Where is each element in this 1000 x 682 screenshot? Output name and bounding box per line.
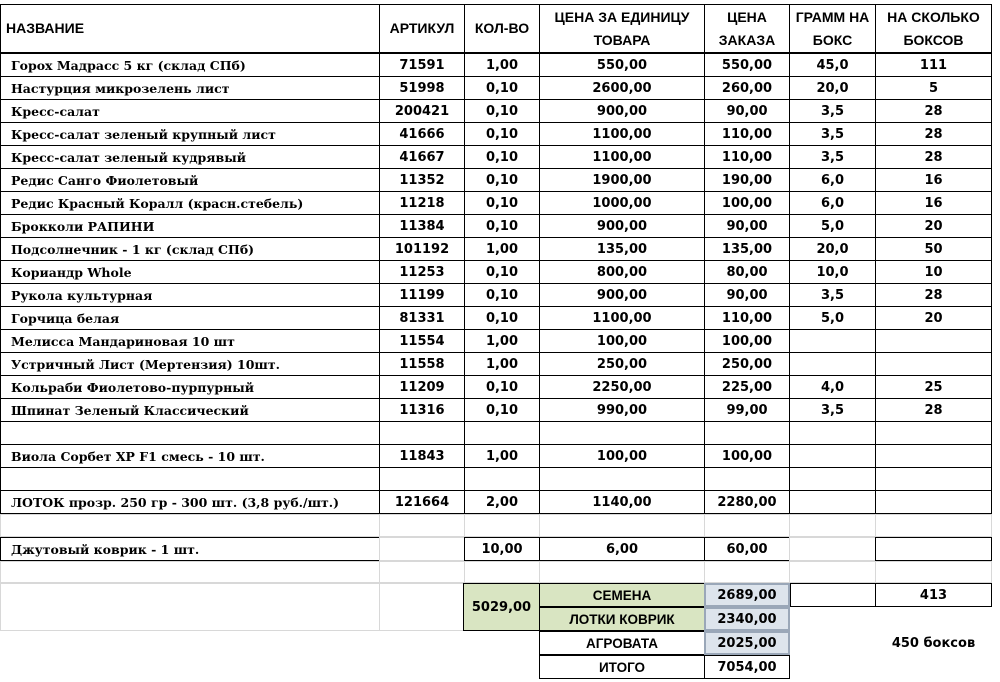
total-label-cell[interactable]: ИТОГО	[539, 655, 705, 679]
gap-cell-boxes[interactable]	[875, 514, 992, 537]
row-1-name-cell[interactable]: Настурция микрозелень лист	[0, 76, 380, 100]
row-5-unit-price-cell[interactable]: 1900,00	[539, 168, 705, 192]
row-3-boxes-cell[interactable]: 28	[875, 122, 992, 146]
row-19-name-cell[interactable]: ЛОТОК прозр. 250 гр - 300 шт. (3,8 руб./шт.)	[0, 490, 380, 514]
gap2-cell-grams[interactable]	[789, 561, 876, 583]
row-8-grams-cell[interactable]: 20,0	[789, 237, 876, 261]
row-0-qty-cell[interactable]: 1,00	[464, 53, 540, 77]
gap-cell-order-price[interactable]	[704, 514, 790, 537]
row-5-grams-cell[interactable]: 6,0	[789, 168, 876, 192]
row-6-name-cell[interactable]: Редис Красный Коралл (красн.стебель)	[0, 191, 380, 215]
row-18-unit-price-cell[interactable]	[539, 467, 705, 491]
row-4-order-price-cell[interactable]: 110,00	[704, 145, 790, 169]
row-0-order-price-cell[interactable]: 550,00	[704, 53, 790, 77]
row-17-qty-cell[interactable]: 1,00	[464, 444, 540, 468]
row-5-sku-cell[interactable]: 11352	[379, 168, 465, 192]
header-boxes[interactable]: НА СКОЛЬКО БОКСОВ	[875, 4, 992, 53]
row-0-sku-cell[interactable]: 71591	[379, 53, 465, 77]
row-9-name-cell[interactable]: Кориандр Whole	[0, 260, 380, 284]
row-1-order-price-cell[interactable]: 260,00	[704, 76, 790, 100]
row-8-qty-cell[interactable]: 1,00	[464, 237, 540, 261]
row-10-order-price-cell[interactable]: 90,00	[704, 283, 790, 307]
row-2-boxes-cell[interactable]: 28	[875, 99, 992, 123]
row-3-unit-price-cell[interactable]: 1100,00	[539, 122, 705, 146]
row-6-sku-cell[interactable]: 11218	[379, 191, 465, 215]
row-10-boxes-cell[interactable]: 28	[875, 283, 992, 307]
row-7-qty-cell[interactable]: 0,10	[464, 214, 540, 238]
seeds-label-cell[interactable]: СЕМЕНА	[539, 583, 705, 607]
agro-label-cell[interactable]: АГРОВАТА	[539, 631, 705, 655]
row-2-sku-cell[interactable]: 200421	[379, 99, 465, 123]
row-2-qty-cell[interactable]: 0,10	[464, 99, 540, 123]
trays-value-cell[interactable]: 2340,00	[704, 607, 790, 631]
row-7-sku-cell[interactable]: 11384	[379, 214, 465, 238]
gap-cell-name[interactable]	[0, 514, 380, 537]
row-5-name-cell[interactable]: Редис Санго Фиолетовый	[0, 168, 380, 192]
row-10-qty-cell[interactable]: 0,10	[464, 283, 540, 307]
row-19-boxes-cell[interactable]	[875, 490, 992, 514]
row-17-name-cell[interactable]: Виола Сорбет XP F1 смесь - 10 шт.	[0, 444, 380, 468]
row-1-unit-price-cell[interactable]: 2600,00	[539, 76, 705, 100]
row-7-grams-cell[interactable]: 5,0	[789, 214, 876, 238]
row-18-grams-cell[interactable]	[789, 467, 876, 491]
row-18-qty-cell[interactable]	[464, 467, 540, 491]
row-12-sku-cell[interactable]: 11554	[379, 329, 465, 353]
row-1-boxes-cell[interactable]: 5	[875, 76, 992, 100]
boxes-note-cell[interactable]: 450 боксов	[891, 635, 976, 651]
row-16-order-price-cell[interactable]	[704, 421, 790, 445]
row-6-order-price-cell[interactable]: 100,00	[704, 191, 790, 215]
total-value-cell[interactable]: 7054,00	[704, 655, 790, 679]
row-9-grams-cell[interactable]: 10,0	[789, 260, 876, 284]
row-14-boxes-cell[interactable]: 25	[875, 375, 992, 399]
row-1-grams-cell[interactable]: 20,0	[789, 76, 876, 100]
row-19-unit-price-cell[interactable]: 1140,00	[539, 490, 705, 514]
row-15-unit-price-cell[interactable]: 990,00	[539, 398, 705, 422]
row-13-name-cell[interactable]: Устричный Лист (Мертензия) 10шт.	[0, 352, 380, 376]
row-19-qty-cell[interactable]: 2,00	[464, 490, 540, 514]
header-qty[interactable]: КОЛ-ВО	[464, 4, 540, 53]
row-11-name-cell[interactable]: Горчица белая	[0, 306, 380, 330]
row-14-order-price-cell[interactable]: 225,00	[704, 375, 790, 399]
row-13-order-price-cell[interactable]: 250,00	[704, 352, 790, 376]
row-14-name-cell[interactable]: Кольраби Фиолетово-пурпурный	[0, 375, 380, 399]
row-2-grams-cell[interactable]: 3,5	[789, 99, 876, 123]
jute-boxes-cell[interactable]	[875, 537, 992, 561]
row-18-sku-cell[interactable]	[379, 467, 465, 491]
row-12-grams-cell[interactable]	[789, 329, 876, 353]
row-10-grams-cell[interactable]: 3,5	[789, 283, 876, 307]
header-name[interactable]: НАЗВАНИЕ	[0, 4, 380, 53]
row-16-qty-cell[interactable]	[464, 421, 540, 445]
row-15-sku-cell[interactable]: 11316	[379, 398, 465, 422]
row-15-boxes-cell[interactable]: 28	[875, 398, 992, 422]
row-5-boxes-cell[interactable]: 16	[875, 168, 992, 192]
jute-qty-cell[interactable]: 10,00	[464, 537, 540, 561]
gap-cell-grams[interactable]	[789, 514, 876, 537]
row-8-order-price-cell[interactable]: 135,00	[704, 237, 790, 261]
row-3-name-cell[interactable]: Кресс-салат зеленый крупный лист	[0, 122, 380, 146]
row-4-qty-cell[interactable]: 0,10	[464, 145, 540, 169]
row-11-qty-cell[interactable]: 0,10	[464, 306, 540, 330]
row-13-boxes-cell[interactable]	[875, 352, 992, 376]
row-12-order-price-cell[interactable]: 100,00	[704, 329, 790, 353]
row-14-grams-cell[interactable]: 4,0	[789, 375, 876, 399]
row-13-unit-price-cell[interactable]: 250,00	[539, 352, 705, 376]
row-12-name-cell[interactable]: Мелисса Мандариновая 10 шт	[0, 329, 380, 353]
row-12-unit-price-cell[interactable]: 100,00	[539, 329, 705, 353]
row-16-unit-price-cell[interactable]	[539, 421, 705, 445]
row-0-boxes-cell[interactable]: 111	[875, 53, 992, 77]
row-6-unit-price-cell[interactable]: 1000,00	[539, 191, 705, 215]
row-14-qty-cell[interactable]: 0,10	[464, 375, 540, 399]
row-2-order-price-cell[interactable]: 90,00	[704, 99, 790, 123]
agro-value-cell[interactable]: 2025,00	[704, 631, 790, 655]
row-17-order-price-cell[interactable]: 100,00	[704, 444, 790, 468]
row-12-qty-cell[interactable]: 1,00	[464, 329, 540, 353]
header-grams-per-box[interactable]: ГРАММ НА БОКС	[789, 4, 876, 53]
row-9-qty-cell[interactable]: 0,10	[464, 260, 540, 284]
row-4-boxes-cell[interactable]: 28	[875, 145, 992, 169]
row-9-boxes-cell[interactable]: 10	[875, 260, 992, 284]
row-17-grams-cell[interactable]	[789, 444, 876, 468]
gap2-cell-unit-price[interactable]	[539, 561, 705, 583]
gap2-cell-qty[interactable]	[464, 561, 540, 583]
jute-unit-price-cell[interactable]: 6,00	[539, 537, 705, 561]
row-15-grams-cell[interactable]: 3,5	[789, 398, 876, 422]
gap2-cell-order-price[interactable]	[704, 561, 790, 583]
row-16-grams-cell[interactable]	[789, 421, 876, 445]
row-4-grams-cell[interactable]: 3,5	[789, 145, 876, 169]
row-17-sku-cell[interactable]: 11843	[379, 444, 465, 468]
row-0-unit-price-cell[interactable]: 550,00	[539, 53, 705, 77]
row-13-sku-cell[interactable]: 11558	[379, 352, 465, 376]
summary-grams-blank[interactable]	[790, 583, 876, 607]
row-11-boxes-cell[interactable]: 20	[875, 306, 992, 330]
row-12-boxes-cell[interactable]	[875, 329, 992, 353]
gap2-cell-sku[interactable]	[379, 561, 465, 583]
header-unit-price[interactable]: ЦЕНА ЗА ЕДИНИЦУ ТОВАРА	[539, 4, 705, 53]
row-2-name-cell[interactable]: Кресс-салат	[0, 99, 380, 123]
row-18-name-cell[interactable]	[0, 467, 380, 491]
row-0-grams-cell[interactable]: 45,0	[789, 53, 876, 77]
row-8-boxes-cell[interactable]: 50	[875, 237, 992, 261]
row-8-unit-price-cell[interactable]: 135,00	[539, 237, 705, 261]
header-sku[interactable]: АРТИКУЛ	[379, 4, 465, 53]
seeds-value-cell[interactable]: 2689,00	[704, 583, 790, 607]
row-1-qty-cell[interactable]: 0,10	[464, 76, 540, 100]
summary-blank-left[interactable]	[0, 583, 380, 631]
row-3-order-price-cell[interactable]: 110,00	[704, 122, 790, 146]
row-4-name-cell[interactable]: Кресс-салат зеленый кудрявый	[0, 145, 380, 169]
row-3-qty-cell[interactable]: 0,10	[464, 122, 540, 146]
row-2-unit-price-cell[interactable]: 900,00	[539, 99, 705, 123]
jute-order-price-cell[interactable]: 60,00	[704, 537, 790, 561]
row-1-sku-cell[interactable]: 51998	[379, 76, 465, 100]
header-order-price[interactable]: ЦЕНА ЗАКАЗА	[704, 4, 790, 53]
row-10-unit-price-cell[interactable]: 900,00	[539, 283, 705, 307]
row-11-unit-price-cell[interactable]: 1100,00	[539, 306, 705, 330]
row-13-grams-cell[interactable]	[789, 352, 876, 376]
row-16-name-cell[interactable]	[0, 421, 380, 445]
row-19-grams-cell[interactable]	[789, 490, 876, 514]
row-8-name-cell[interactable]: Подсолнечник - 1 кг (склад СПб)	[0, 237, 380, 261]
row-5-qty-cell[interactable]: 0,10	[464, 168, 540, 192]
row-9-sku-cell[interactable]: 11253	[379, 260, 465, 284]
row-9-unit-price-cell[interactable]: 800,00	[539, 260, 705, 284]
summary-blank-sku[interactable]	[379, 583, 465, 631]
row-13-qty-cell[interactable]: 1,00	[464, 352, 540, 376]
row-4-unit-price-cell[interactable]: 1100,00	[539, 145, 705, 169]
row-7-name-cell[interactable]: Брокколи РАПИНИ	[0, 214, 380, 238]
subtotal-cell[interactable]: 5029,00	[463, 583, 540, 631]
row-15-qty-cell[interactable]: 0,10	[464, 398, 540, 422]
row-15-order-price-cell[interactable]: 99,00	[704, 398, 790, 422]
row-19-order-price-cell[interactable]: 2280,00	[704, 490, 790, 514]
jute-grams-cell[interactable]	[789, 537, 876, 561]
row-18-boxes-cell[interactable]	[875, 467, 992, 491]
row-0-name-cell[interactable]: Горох Мадрасс 5 кг (склад СПб)	[0, 53, 380, 77]
row-3-sku-cell[interactable]: 41666	[379, 122, 465, 146]
row-7-boxes-cell[interactable]: 20	[875, 214, 992, 238]
row-18-order-price-cell[interactable]	[704, 467, 790, 491]
row-7-order-price-cell[interactable]: 90,00	[704, 214, 790, 238]
row-6-qty-cell[interactable]: 0,10	[464, 191, 540, 215]
row-11-order-price-cell[interactable]: 110,00	[704, 306, 790, 330]
row-5-order-price-cell[interactable]: 190,00	[704, 168, 790, 192]
gap2-cell-name[interactable]	[0, 561, 380, 583]
row-15-name-cell[interactable]: Шпинат Зеленый Классический	[0, 398, 380, 422]
gap-cell-qty[interactable]	[464, 514, 540, 537]
row-9-order-price-cell[interactable]: 80,00	[704, 260, 790, 284]
row-19-sku-cell[interactable]: 121664	[379, 490, 465, 514]
row-17-boxes-cell[interactable]	[875, 444, 992, 468]
row-7-unit-price-cell[interactable]: 900,00	[539, 214, 705, 238]
jute-sku-cell[interactable]	[379, 537, 465, 561]
row-10-name-cell[interactable]: Рукола культурная	[0, 283, 380, 307]
jute-name-cell[interactable]: Джутовый коврик - 1 шт.	[0, 537, 380, 561]
gap2-cell-boxes[interactable]	[875, 561, 992, 583]
row-3-grams-cell[interactable]: 3,5	[789, 122, 876, 146]
row-6-grams-cell[interactable]: 6,0	[789, 191, 876, 215]
row-14-unit-price-cell[interactable]: 2250,00	[539, 375, 705, 399]
row-8-sku-cell[interactable]: 101192	[379, 237, 465, 261]
row-11-sku-cell[interactable]: 81331	[379, 306, 465, 330]
row-16-sku-cell[interactable]	[379, 421, 465, 445]
gap-cell-sku[interactable]	[379, 514, 465, 537]
boxes-total-cell[interactable]: 413	[875, 583, 992, 607]
row-11-grams-cell[interactable]: 5,0	[789, 306, 876, 330]
row-14-sku-cell[interactable]: 11209	[379, 375, 465, 399]
row-10-sku-cell[interactable]: 11199	[379, 283, 465, 307]
trays-label-cell[interactable]: ЛОТКИ КОВРИК	[539, 607, 705, 631]
gap-cell-unit-price[interactable]	[539, 514, 705, 537]
row-4-sku-cell[interactable]: 41667	[379, 145, 465, 169]
row-16-boxes-cell[interactable]	[875, 421, 992, 445]
row-17-unit-price-cell[interactable]: 100,00	[539, 444, 705, 468]
row-6-boxes-cell[interactable]: 16	[875, 191, 992, 215]
